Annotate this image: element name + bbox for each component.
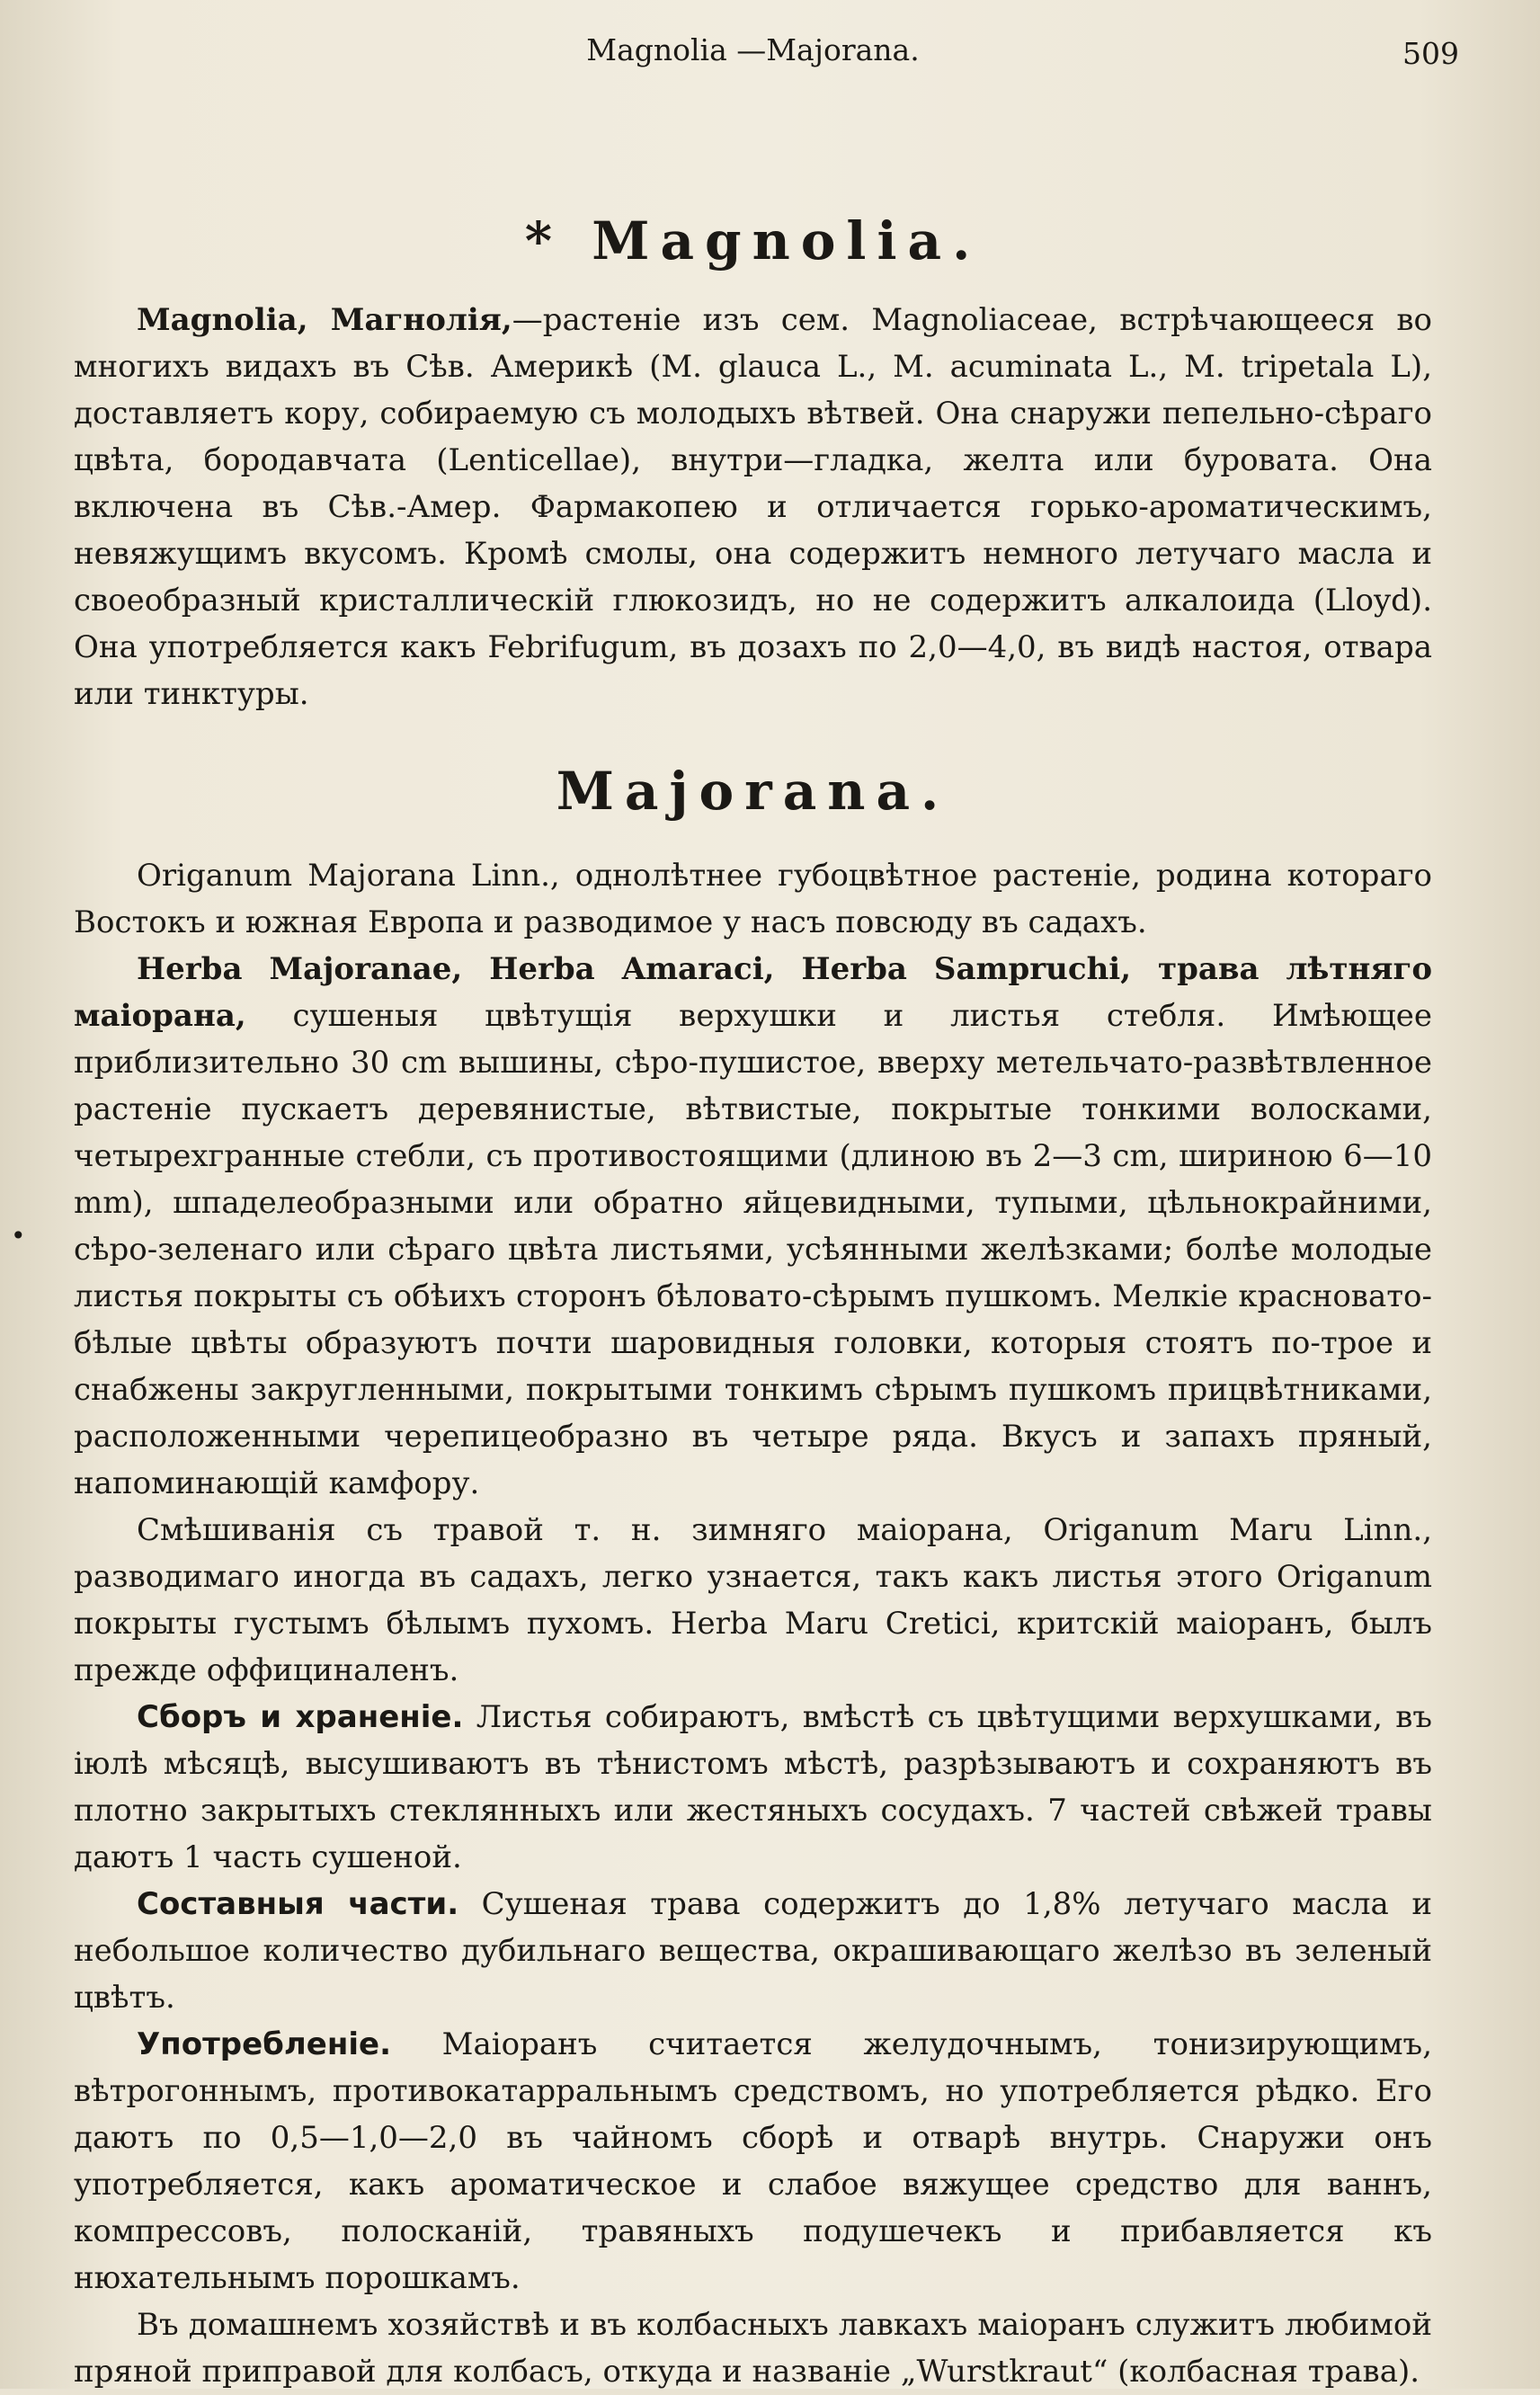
article-body-magnolia (74, 297, 1432, 717)
paragraph (74, 1507, 1432, 1694)
paragraph-text: Смѣшиванія съ травой т. н. зимняго маіорана, Origanum Maru Linn., разводимаго иногда въ садахъ, легко узнается, такъ какъ листья этого Origanum покрыты густымъ бѣлымъ пухомъ. Herba Maru Cretici, критскій маіоранъ, былъ прежде оффициналенъ. (74, 1512, 1432, 1688)
running-title: Magnolia —Majorana. (586, 32, 920, 67)
paragraph (74, 1881, 1432, 2021)
page-number: 509 (1402, 36, 1459, 71)
running-header (74, 27, 1459, 76)
paragraph-text: Сушеная трава содержитъ до 1,8% летучаго масла и небольшое количество дубильнаго вещества, окрашивающаго желѣзо въ зеленый цвѣтъ. (74, 1886, 1433, 2016)
paragraph-text: Origanum Majorana Linn., однолѣтнее губоцвѣтное растеніе, родина котораго Востокъ и южная Европа и разводимое у насъ повсюду въ садахъ. (74, 858, 1432, 940)
paragraph-text: Маіоранъ считается желудочнымъ, тонизирующимъ, вѣтрогоннымъ, противокатарральнымъ средствомъ, но употребляется рѣдко. Его даютъ по 0,5—1,0—2,0 въ чайномъ сборѣ и отварѣ внутрь. Снаружи онъ употребляется, какъ ароматическое и слабое вяжущее средство для ваннъ, компрессовъ, полосканій, травяныхъ подушечекъ и прибавляется къ нюхательнымъ порошкамъ. (74, 2026, 1432, 2296)
section-heading: Сборъ и храненіе. (137, 1699, 464, 1735)
paragraph (74, 297, 1432, 717)
paragraph-text: сушеныя цвѣтущія верхушки и листья стебля. Имѣющее приблизительно 30 cm вышины, сѣро-пушистое, вверху метельчато-развѣтвленное растеніе пускаетъ деревянистые, вѣтвистые, покрытые тонкими волосками, четырехгранные стебли, съ противостоящими (длиною въ 2—3 cm, шириною 6—10 mm), шпаделеобразными или обратно яйцевидными, тупыми, цѣльнокрайними, сѣро-зеленаго или сѣраго цвѣта листьями, усѣянными желѣзками; болѣе молодые листья покрыты съ обѣихъ сторонъ бѣловато-сѣрымъ пушкомъ. Мелкіе красновато-бѣлые цвѣты образуютъ почти шаровидныя головки, которыя стоятъ по-трое и снабжены закругленными, покрытыми тонкимъ сѣрымъ пушкомъ прицвѣтниками, расположенными черепицеобразно въ четыре ряда. Вкусъ и запахъ пряный, напоминающій камфору. (74, 998, 1432, 1501)
paragraph (74, 1694, 1432, 1881)
paragraph (74, 946, 1432, 1507)
section-heading: Составныя части. (137, 1886, 459, 1922)
paragraph-lead: Herba Majoranae, Herba Amaraci, Herba Sampruchi, трава лѣтняго маіорана, (74, 951, 1432, 1034)
paragraph-lead: Magnolia, Магнолія, (137, 302, 512, 338)
margin-dot: • (11, 1221, 26, 1251)
article-body-majorana (74, 852, 1432, 2395)
paragraph (74, 2021, 1432, 2302)
article-title-majorana: Majorana. (556, 761, 950, 822)
paragraph (74, 852, 1432, 946)
paragraph (74, 2302, 1432, 2395)
paragraph-text: Въ домашнемъ хозяйствѣ и въ колбасныхъ лавкахъ маіоранъ служитъ любимой пряной приправой для колбасъ, откуда и названіе „Wurstkraut“ (колбасная трава). (74, 2307, 1432, 2390)
paragraph-text: —растеніе изъ сем. Magnoliaceae, встрѣчающееся во многихъ видахъ въ Сѣв. Америкѣ (M. glauca L., M. acuminata L., M. tripetala L), доставляетъ кору, собираемую съ молодыхъ вѣтвей. Она снаружи пепельно-сѣраго цвѣта, бородавчата (Lenticellae), внутри—гладка, желта или буровата. Она включена въ Сѣв.-Амер. Фармакопею и отличается горько-ароматическимъ, невяжущимъ вкусомъ. Кромѣ смолы, она содержитъ немного летучаго масла и своеобразный кристаллическій глюкозидъ, но не содержитъ алкалоида (Lloyd). Она употребляется какъ Febrifugum, въ дозахъ по 2,0—4,0, въ видѣ настоя, отвара или тинктуры. (74, 302, 1432, 712)
article-title-magnolia: * Magnolia. (524, 210, 982, 272)
paragraph-text: Листья собираютъ, вмѣстѣ съ цвѣтущими верхушками, въ іюлѣ мѣсяцѣ, высушиваютъ въ тѣнистомъ мѣстѣ, разрѣзываютъ и сохраняютъ въ плотно закрытыхъ стеклянныхъ или жестяныхъ сосудахъ. 7 частей свѣжей травы даютъ 1 часть сушеной. (74, 1699, 1432, 1875)
section-heading: Употребленіе. (137, 2026, 391, 2062)
